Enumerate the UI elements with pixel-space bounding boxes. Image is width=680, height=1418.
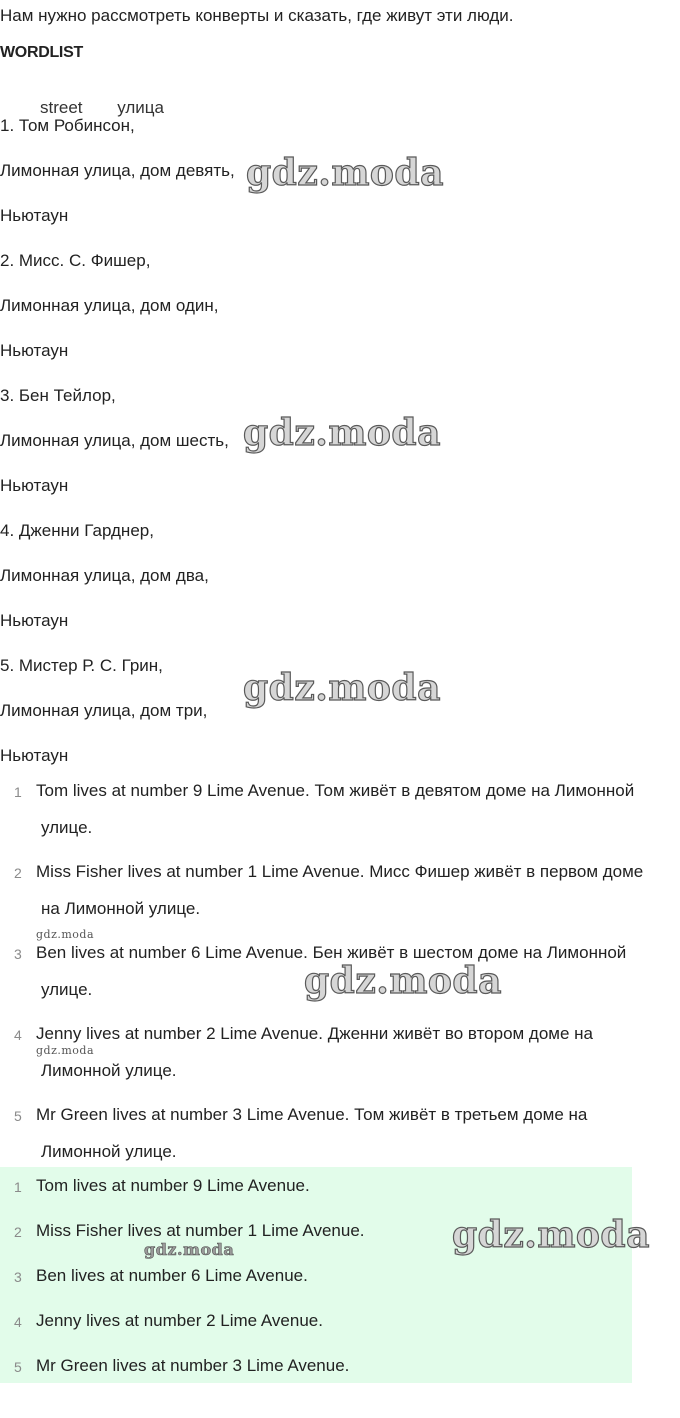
watermark-logo: gdz.moda: [36, 928, 95, 941]
address-line: Лимонная улица, дом два,: [0, 566, 209, 585]
item-text-continued: Лимонной улице.: [41, 1142, 177, 1161]
item-text: Jenny lives at number 2 Lime Avenue. Дженни живёт во втором доме на: [36, 1024, 594, 1043]
address-line: Ньютаун: [0, 476, 69, 495]
watermark-logo: gdz.moda: [243, 412, 441, 454]
watermark-logo: gdz.moda: [304, 960, 502, 1002]
address-line: Ньютаун: [0, 746, 69, 765]
address-line: 2. Мисс. С. Фишер,: [0, 251, 151, 270]
item-number: 2: [14, 865, 22, 881]
answer-text: Ben lives at number 6 Lime Avenue.: [36, 1266, 308, 1285]
item-text: Miss Fisher lives at number 1 Lime Avenue. Мисс Фишер живёт в первом доме: [36, 862, 644, 881]
item-text-continued: улице.: [41, 980, 93, 999]
answer-text: Jenny lives at number 2 Lime Avenue.: [36, 1311, 323, 1330]
address-line: Лимонная улица, дом три,: [0, 701, 208, 720]
item-number: 3: [14, 1269, 22, 1285]
address-line: Ньютаун: [0, 611, 69, 630]
answer-box: [0, 1167, 632, 1383]
item-number: 5: [14, 1359, 22, 1375]
address-line: Ньютаун: [0, 341, 69, 360]
item-number: 4: [14, 1314, 22, 1330]
watermark-logo: gdz.moda: [246, 152, 444, 194]
wordlist-translation: улица: [117, 98, 164, 117]
wordlist-word: street: [40, 98, 83, 117]
address-line: 3. Бен Тейлор,: [0, 386, 116, 405]
item-text-continued: Лимонной улице.: [41, 1061, 177, 1080]
intro-text: Нам нужно рассмотреть конверты и сказать, где живут эти люди.: [0, 6, 514, 25]
watermark-logo: gdz.moda: [144, 1240, 235, 1259]
item-text: Ben lives at number 6 Lime Avenue. Бен живёт в шестом доме на Лимонной: [36, 943, 627, 962]
answer-text: Tom lives at number 9 Lime Avenue.: [36, 1176, 310, 1195]
item-number: 1: [14, 1179, 22, 1195]
item-number: 5: [14, 1108, 22, 1124]
item-text: Mr Green lives at number 3 Lime Avenue. Том живёт в третьем доме на: [36, 1105, 588, 1124]
address-line: 1. Том Робинсон,: [0, 116, 135, 135]
item-number: 1: [14, 784, 22, 800]
item-number: 2: [14, 1224, 22, 1240]
watermark-logo: gdz.moda: [36, 1044, 95, 1057]
address-line: 4. Дженни Гарднер,: [0, 521, 154, 540]
item-text-continued: на Лимонной улице.: [41, 899, 201, 918]
address-line: Лимонная улица, дом шесть,: [0, 431, 229, 450]
answer-text: Miss Fisher lives at number 1 Lime Avenue.: [36, 1221, 365, 1240]
address-line: 5. Мистер Р. С. Грин,: [0, 656, 163, 675]
answer-text: Mr Green lives at number 3 Lime Avenue.: [36, 1356, 350, 1375]
address-line: Ньютаун: [0, 206, 69, 225]
wordlist-heading[interactable]: WORDLIST: [0, 44, 83, 61]
address-line: Лимонная улица, дом девять,: [0, 161, 235, 180]
item-number: 4: [14, 1027, 22, 1043]
item-text: Tom lives at number 9 Lime Avenue. Том живёт в девятом доме на Лимонной: [36, 781, 635, 800]
watermark-logo: gdz.moda: [452, 1214, 650, 1256]
wordlist-preview: [0, 96, 300, 117]
item-number: 3: [14, 946, 22, 962]
item-text-continued: улице.: [41, 818, 93, 837]
watermark-logo: gdz.moda: [243, 667, 441, 709]
address-line: Лимонная улица, дом один,: [0, 296, 219, 315]
